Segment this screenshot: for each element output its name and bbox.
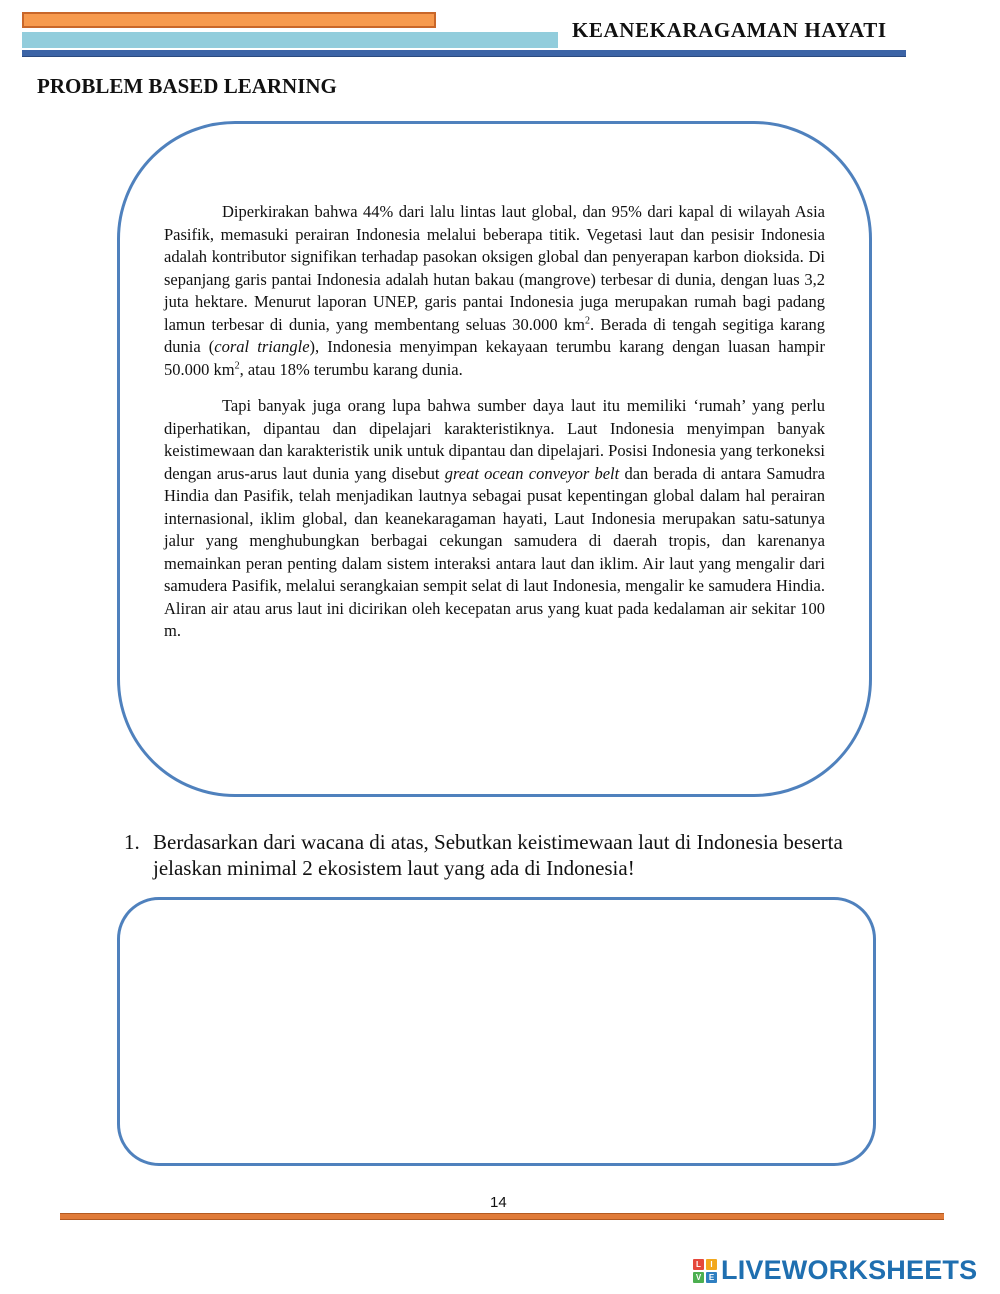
conveyor-belt-italic: great ocean conveyor belt [444, 463, 620, 483]
reading-paragraph-2 [164, 395, 825, 643]
paragraph-1-text-b: . Berada di tengah segitiga karang dunia ( [164, 314, 825, 356]
reading-paragraph-1 [164, 201, 825, 381]
liveworksheets-logo-text: LIVEWORKSHEETS [721, 1255, 978, 1285]
paragraph-2-text-a: Tapi banyak juga orang lupa bahwa sumber daya laut itu memiliki ‘rumah’ yang perlu diperhatikan, dipantau dan dipelajari karakteristiknya. Laut Indonesia menyimpan banyak keistimewaan dan karakteristik unik untuk dipantau dan dipelajari. Posisi Indonesia yang terkoneksi dengan arus-arus laut dunia yang disebut [164, 396, 825, 483]
liveworksheets-logo-icon [693, 1259, 717, 1283]
liveworksheets-logo [693, 1255, 977, 1286]
paragraph-1-text-c: ), Indonesia menyimpan kekayaan terumbu karang dengan luasan hampir 50.000 km [164, 337, 826, 379]
reading-passage [164, 201, 825, 643]
logo-letter: I [706, 1259, 717, 1270]
paragraph-2-text-b: dan berada di antara Samudra Hindia dan Pasifik, telah menjadikan lautnya sebagai pusat kepentingan global dalam hal perairan internasional, iklim global, dan keanekaragaman hayati, Laut Indonesia merupakan satu-satunya jalur yang menghubungkan berbagai cekungan samudera di daerah tropis, dan karenanya memainkan peran penting dalam sistem interaksi antara laut dan iklim. Air laut yang mengalir dari samudera Pasifik, melalui serangkaian sempit selat di laut Indonesia, mengalir ke samudera Hindia. Aliran air atau arus laut ini dicirikan oleh kecepatan arus yang kuat pada kedalaman air sekitar 100 m. [164, 463, 825, 640]
answer-box[interactable] [117, 897, 876, 1166]
logo-letter: V [693, 1272, 704, 1283]
page-number: 14 [490, 1194, 507, 1211]
header-light-blue-bar [22, 32, 558, 48]
question-number: 1. [124, 830, 140, 854]
header-orange-bar [22, 12, 436, 28]
logo-letter: E [706, 1272, 717, 1283]
superscript-2: 2 [584, 315, 590, 326]
paragraph-1-text-a: Diperkirakan bahwa 44% dari lalu lintas laut global, dan 95% dari kapal di wilayah Asia Pasifik, memasuki perairan Indonesia melalui beberapa titik. Vegetasi laut dan pesisir Indonesia adalah kontributor signifikan terhadap pasokan oksigen global dan penyerapan karbon dioksida. Di sepanjang garis pantai Indonesia adalah hutan bakau (mangrove) terbesar di dunia, dengan luas 3,2 juta hektare. Menurut laporan UNEP, garis pantai Indonesia juga merupakan rumah bagi padang lamun terbesar di dunia, yang membentang seluas 30.000 km [164, 202, 825, 334]
superscript-2: 2 [234, 360, 240, 371]
question-text: Berdasarkan dari wacana di atas, Sebutkan keistimewaan laut di Indonesia beserta jelaskan minimal 2 ekosistem laut yang ada di Indonesia! [153, 830, 843, 880]
header-title: KEANEKARAGAMAN HAYATI [572, 18, 887, 42]
section-title: PROBLEM BASED LEARNING [37, 74, 337, 98]
logo-letter: L [693, 1259, 704, 1270]
coral-triangle-italic: coral triangle [214, 337, 310, 356]
paragraph-1-text-d: , atau 18% terumbu karang dunia. [239, 359, 463, 379]
question-1 [124, 829, 844, 881]
footer-orange-bar [60, 1213, 944, 1220]
header-navy-bar [22, 50, 906, 57]
